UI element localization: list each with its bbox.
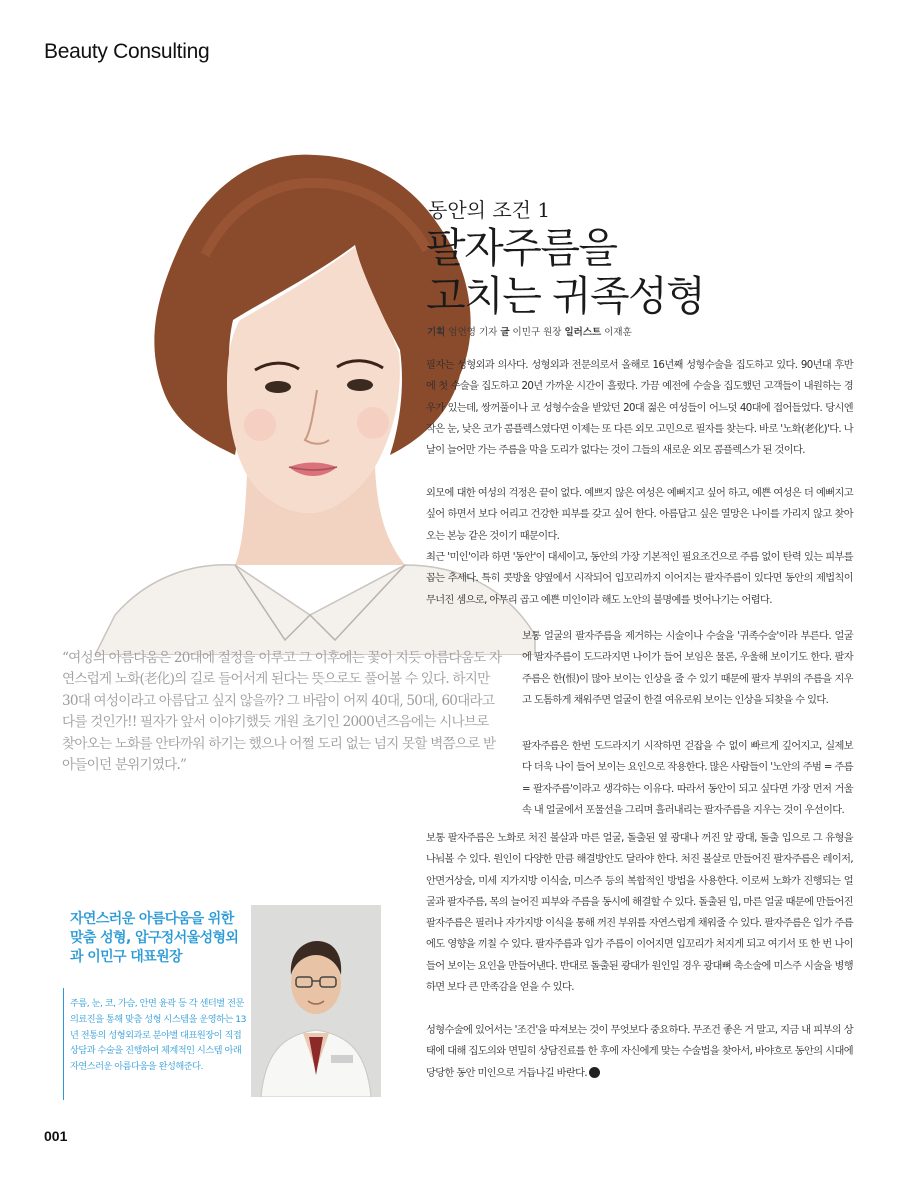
body-paragraph: 외모에 대한 여성의 걱정은 끝이 없다. 예쁘지 않은 여성은 예뻐지고 싶어 하고, 예쁜 여성은 더 예뻐지고 싶어 하면서 보다 어리고 건강한 피부를 갖고 싶어 한다. 아름답고 싶은 열망은 나이를 가리지 않고 찾아오는 본능 같은 것이기 때문이다. [426,488,853,542]
body-paragraph [426,1020,853,1084]
body-paragraph: 보통 얼굴의 팔자주름을 제거하는 시술이나 수술을 '귀족수술'이라 부른다. 얼굴에 팔자주름이 도드라지면 나이가 들어 보임은 물론, 우울해 보이기도 한다. 팔자주름은 한(恨)이 많아 보이는 인상을 줄 수 있기 때문에 팔자 부위의 주름을 지우고 도톰하게 채워주면 얼굴이 한결 여유로워 보이는 인상을 되찾을 수 있다. [522,631,853,706]
profile-title: 자연스러운 아름다움을 위한 맞춤 성형, 압구정서울성형외과 이민구 대표원장 [70,911,239,965]
article-kicker: 동안의 조건 1 [428,198,551,222]
profile-divider [63,988,64,1100]
credit-illustration-label: 일러스트 [564,327,602,338]
end-mark-icon [589,1067,600,1078]
section-label: Beauty Consulting [44,40,210,63]
article-credits [427,324,632,338]
body-paragraph: 최근 '미인'이라 하면 '동안'이 대세이고, 동안의 가장 기본적인 필요조건으로 주름 없이 탄력 있는 피부를 꼽는 추세다. 특히 콧방울 양옆에서 시작되어 입꼬리까지 이어지는 팔자주름이 있다면 동안의 제법칙이 무너진 셈으로, 아무리 곱고 예쁜 미인이라 해도 노안의 불명예를 벗어나기는 어렵다. [426,552,853,606]
final-paragraph-text: 성형수술에 있어서는 '조건'을 따져보는 것이 무엇보다 중요하다. 무조건 좋은 거 말고, 지금 내 피부의 상태에 대해 집도의와 면밀히 상담진료를 한 후에 자신에게 맞는 수술법을 찾아서, 바야흐로 동안의 시대에 당당한 동안 미인으로 거듭나길 바란다. [426,1025,853,1079]
pull-quote: “여성의 아름다움은 20대에 절정을 이루고 그 이후에는 꽃이 지듯 아름다움도 자연스럽게 노화(老化)의 길로 들어서게 된다는 뜻으로도 풀어볼 수 있다. 하지만 30대 여성이라고 아름답고 싶지 않을까? 그 바람이 어찌 40대, 50대, 60대라고 다를 것인가!! 필자가 앞서 이야기했듯 개원 초기인 2000년즈음에는 시나브로 찾아오는 노화를 안타까워 하기는 했으나 어쩔 도리 없는 넘지 못할 벽쯤으로 받아들이던 분위기였다.” [62,650,502,774]
body-paragraph: 보통 팔자주름은 노화로 처진 볼살과 마른 얼굴, 돌출된 옆 광대나 꺼진 앞 광대, 돌출 입으로 그 유형을 나눠볼 수 있다. 원인이 다양한 만큼 해결방안도 달라야 한다. 처진 볼살로 만들어진 팔자주름은 레이저, 안면거상술, 미세 지가지방 이식술, 미스주 등의 복합적인 방법을 사용한다. 이로써 노화가 진행되는 얼굴과 팔자주름, 목의 늘어진 피부와 주름을 동시에 해결할 수 있다. 돌출된 입, 마른 얼굴 때문에 만들어진 팔자주름은 필러나 자가지방 이식을 통해 꺼진 부위를 자연스럽게 채워줄 수 있다. 팔자주름은 입가 주름에도 영향을 끼칠 수 있다. 팔자주름과 입가 주름이 이어지면 입꼬리가 처지게 되고 여기서 또 한 번 나이 들어 보이는 요인을 만들어낸다. 반대로 돌출된 광대가 원인일 경우 광대뼈 축소술에 미스주 시술을 병행하면 보다 큰 만족감을 얻을 수 있다. [426,833,853,994]
article-headline [426,224,806,320]
body-paragraph: 필자는 성형외과 의사다. 성형외과 전문의로서 올해로 16년째 성형수술을 집도하고 있다. 90년대 후반에 첫 수술을 집도하고 20년 가까운 시간이 흘렀다. 가끔 예전에 수술을 집도했던 고객들이 내원하는 경우가 있는데, 쌍꺼풀이나 코 성형수술을 받았던 20대 젊은 여성들이 어느덧 40대에 접어들었다. 당시엔 작은 눈, 낮은 코가 콤플렉스였다면 이제는 또 다른 외모 고민으로 필자를 찾는다. 바로 '노화(老化)'다. 나날이 늘어만 가는 주름을 막을 도리가 없다는 것이 그들의 새로운 외모 콤플렉스가 된 것이다. [426,360,853,457]
credit-writer-name: 이민구 원장 [512,327,562,338]
credit-illustration-name: 이재훈 [604,327,632,338]
profile-description: 주름, 눈, 코, 가슴, 안면 윤곽 등 각 센터별 전문 의료진을 통해 맞춤 성형 시스템을 운영하는 13년 전통의 성형외과로 분야별 대표원장이 직접 상담과 수술을 진행하여 체계적인 시스템 아래 자연스러운 아름다움을 완성해준다. [70,998,246,1073]
credit-plan-name: 엄언영 기자 [448,327,498,338]
credit-writer-label: 글 [500,327,510,338]
credit-plan-label: 기획 [427,327,446,338]
headline-line-1: 팔자주름을 [426,224,617,272]
headline-line-2: 고치는 귀족성형 [426,272,705,320]
body-paragraph: 팔자주름은 한번 도드라지기 시작하면 걷잡을 수 없이 빠르게 깊어지고, 실제보다 더욱 나이 들어 보이는 요인으로 작용한다. 많은 사람들이 '노안의 주범 = 주름 = 팔자주름'이라고 생각하는 이유다. 따라서 동안이 되고 싶다면 가장 먼저 거울 속 내 얼굴에서 포물선을 그리며 흘러내리는 팔자주름을 지우는 것이 우선이다. [522,741,853,816]
doctor-photo [251,905,381,1097]
page-number: 001 [44,1128,68,1144]
